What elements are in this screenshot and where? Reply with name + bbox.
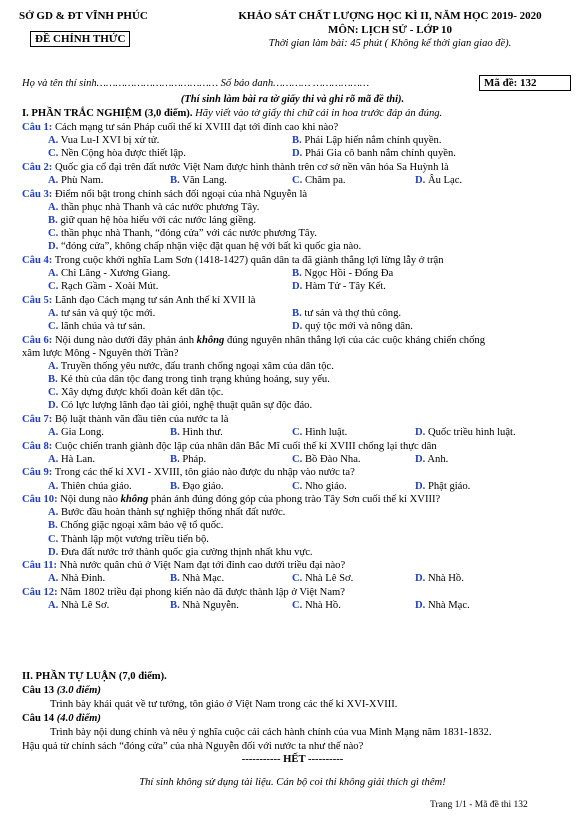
question-text: Cuộc chiến tranh giành độc lập của nhân dân Bắc Mĩ cuối thế kỉ XVIII chống lại thực dân [52, 440, 437, 452]
answer-option: D. Có lực lượng lãnh đạo tài giỏi, nghệ thuật quân sự độc đáo. [48, 400, 313, 412]
answer-option: C. Thành lập một vương triều tiến bộ. [48, 533, 209, 545]
answer-option: C. Nho giáo. [292, 480, 347, 492]
question-number: Câu 4: [22, 254, 53, 266]
subject: MÔN: LỊCH SỬ - LỚP 10 [328, 24, 452, 36]
answer-option: C. Nhà Lê Sơ. [292, 573, 354, 585]
question-text: Cách mạng tư sản Pháp cuối thế kỉ XVIII đạt tới đỉnh cao khi nào? [52, 122, 339, 133]
question-number: Câu 9: [22, 467, 53, 479]
answer-option: A. Nhà Lê Sơ. [48, 600, 110, 612]
answer-option: D. Nhà Hồ. [415, 573, 464, 585]
question-number: Câu 10: [22, 494, 58, 506]
question-text: phản ánh đúng đóng góp của phong trào Tây Sơn cuối thế kỉ XVIII? [148, 494, 441, 506]
question-text: Nội dung nào dưới đây phản ánh [52, 334, 197, 346]
question-number: Câu 8: [22, 440, 53, 452]
question-3 [22, 188, 307, 201]
answer-option: B. tư sản và thợ thủ công. [292, 307, 402, 319]
question-10 [22, 493, 440, 506]
answer-option: C. Chăm pa. [292, 175, 346, 186]
question-1 [22, 121, 338, 134]
name-line: Họ và tên thí sinh………………………………… Số báo danh………… ……………… [22, 78, 370, 89]
answer-option: A. Vua Lu-I XVI bị xử tử. [48, 135, 160, 147]
question-number: Câu 3: [22, 188, 53, 200]
question-text: Nhà nước quân chủ ở Việt Nam đạt tới đỉnh cao dưới triều đại nào? [57, 560, 346, 572]
question-text: Lãnh đạo Cách mạng tư sản Anh thế kỉ XVII là [52, 294, 256, 306]
question-text-cont: xâm lược Mông - Nguyên thời Trần? [22, 347, 179, 359]
question-8 [22, 440, 437, 453]
answer-option: C. lãnh chúa và tư sản. [48, 320, 146, 332]
q14-text-1: Trình bày nội dung chính và nêu ý nghĩa cuộc cải cách hành chính của vua Minh Mạng năm 1831-1832. [50, 727, 492, 738]
question-number: Câu 2: [22, 161, 53, 173]
answer-option: C. thần phục nhà Thanh, “đóng cửa” với các nước phương Tây. [48, 228, 317, 239]
footer-note: Thí sinh không sử dụng tài liệu. Cán bộ coi thi không giải thích gì thêm! [139, 777, 446, 788]
answer-option: D. “đóng cửa”, không chấp nhận việc đặt quan hệ với bất kì quốc gia nào. [48, 241, 362, 253]
answer-option: C. Bồ Đào Nha. [292, 453, 361, 465]
answer-option: B. Đạo giáo. [170, 480, 224, 492]
question-text: Bộ luật thành văn đầu tiên của nước ta là [52, 413, 229, 425]
question-number: Câu 1: [22, 122, 53, 133]
answer-option: A. Truyền thống yêu nước, đấu tranh chống ngoại xâm của dân tộc. [48, 360, 334, 372]
question-emphasis: không [196, 334, 225, 346]
answer-option: D. Phái Gia cô banh nắm chính quyền. [292, 148, 456, 160]
answer-option: A. tư sản và quý tộc mới. [48, 307, 156, 319]
question-number: Câu 6: [22, 334, 53, 346]
question-9 [22, 466, 355, 479]
q14-text-2: Hậu quả từ chính sách “đóng cửa” của nhà Nguyễn đối với nước ta như thế nào? [22, 741, 364, 752]
answer-option: D. Phật giáo. [415, 480, 471, 492]
answer-option: B. Nhà Mạc. [170, 573, 225, 585]
answer-option: A. Thiên chúa giáo. [48, 480, 132, 492]
question-text: Năm 1802 triều đại phong kiến nào đã được thành lập ở Việt Nam? [57, 587, 345, 599]
question-14 [22, 712, 101, 725]
answer-option: A. Gia Long. [48, 426, 104, 438]
answer-option: A. thần phục nhà Thanh và các nước phương Tây. [48, 201, 260, 213]
answer-option: B. Chống giặc ngoại xâm bảo vệ tổ quốc. [48, 520, 224, 532]
question-number: Câu 11: [22, 560, 58, 572]
exam-note: (Thí sinh làm bài ra tờ giấy thi và ghi rõ mã đề thi). [180, 94, 405, 105]
q14-score: (4.0 điểm) [54, 713, 101, 724]
answer-option: D. Hàm Tử - Tây Kết. [292, 281, 386, 292]
question-emphasis: không [120, 494, 149, 506]
question-11 [22, 559, 345, 572]
part1-title: I. PHẦN TRẮC NGHIỆM (3,0 điểm). [22, 108, 193, 119]
answer-option: B. giữ quan hệ hòa hiếu với các nước láng giềng. [48, 214, 257, 226]
question-6 [22, 334, 485, 347]
question-number: Câu 5: [22, 294, 53, 306]
question-12 [22, 586, 345, 599]
answer-option: B. Phái Lập hiến nắm chính quyền. [292, 135, 442, 147]
question-2 [22, 161, 449, 174]
answer-option: B. Văn Lang. [170, 175, 227, 186]
official-label: ĐỀ CHÍNH THỨC [30, 31, 130, 47]
q13-number: Câu 13 [22, 685, 55, 696]
answer-option: C. Rạch Gầm - Xoài Mút. [48, 281, 159, 292]
answer-option: D. Đưa đất nước trở thành quốc gia cường thịnh nhất khu vực. [48, 546, 313, 558]
page-number: Trang 1/1 - Mã đề thi 132 [430, 800, 528, 810]
q13-text: Trình bày khái quát về tư tưởng, tôn giáo ở Việt Nam trong các thế kỉ XVI-XVIII. [50, 699, 398, 710]
answer-option: D. Anh. [415, 453, 449, 465]
question-text: Quốc gia cổ đại trên đất nước Việt Nam được hình thành trên cơ sở nền văn hóa Sa Huỳnh là [52, 161, 449, 173]
end-marker: ----------- HẾT ---------- [241, 754, 344, 765]
answer-option: C. Xây dựng được khối đoàn kết dân tộc. [48, 387, 224, 398]
answer-option: B. Hình thư. [170, 426, 223, 438]
part2-title: II. PHẦN TỰ LUẬN (7,0 điểm). [22, 671, 167, 682]
answer-option: A. Nhà Đinh. [48, 573, 106, 585]
answer-option: A. Chi Lăng - Xương Giang. [48, 267, 171, 279]
department-name: SỞ GD & ĐT VĨNH PHÚC [19, 10, 148, 22]
answer-option: C. Hình luật. [292, 426, 348, 438]
question-text: Trong cuộc khởi nghĩa Lam Sơn (1418-1427) quân dân ta đã giành thắng lợi lừng lẫy ở trận [52, 254, 444, 266]
answer-option: A. Phù Nam. [48, 175, 104, 186]
question-number: Câu 7: [22, 413, 53, 425]
question-number: Câu 12: [22, 587, 58, 599]
answer-option: D. Quốc triều hình luật. [415, 426, 516, 438]
answer-option: D. quý tộc mới và nông dân. [292, 320, 413, 332]
answer-option: C. Nhà Hồ. [292, 600, 341, 612]
answer-option: B. Kẻ thù của dân tộc đang trong tình trạng khủng hoảng, suy yếu. [48, 373, 330, 385]
question-text: Điểm nổi bật trong chính sách đối ngoại của nhà Nguyễn là [52, 188, 308, 200]
question-13 [22, 684, 101, 697]
answer-option: A. Bước đầu hoàn thành sự nghiệp thống nhất đất nước. [48, 507, 286, 519]
q13-score: (3.0 điểm) [54, 685, 101, 696]
answer-option: B. Pháp. [170, 453, 207, 465]
exam-code: Mã đề: 132 [479, 75, 571, 91]
time-allowed: Thời gian làm bài: 45 phút ( Không kể thời gian giao đề). [268, 38, 512, 49]
question-4 [22, 254, 444, 267]
question-text: Trong các thế kỉ XVI - XVIII, tôn giáo nào được du nhập vào nước ta? [52, 467, 355, 479]
question-7 [22, 413, 228, 426]
part1-heading [22, 107, 442, 120]
answer-option: D. Âu Lạc. [415, 175, 463, 186]
part1-instruction: Hãy viết vào tờ giấy thi chữ cái in hoa trước đáp án đúng. [192, 108, 443, 119]
answer-option: A. Hà Lan. [48, 453, 96, 465]
question-text: đúng nguyên nhân thắng lợi của các cuộc kháng chiến chống [224, 334, 485, 346]
answer-option: B. Nhà Nguyễn. [170, 600, 239, 612]
q14-number: Câu 14 [22, 713, 55, 724]
answer-option: D. Nhà Mạc. [415, 600, 470, 612]
question-text: Nội dung nào [57, 494, 121, 506]
question-5 [22, 294, 255, 307]
answer-option: B. Ngọc Hồi - Đống Đa [292, 267, 394, 279]
exam-title: KHẢO SÁT CHẤT LƯỢNG HỌC KÌ II, NĂM HỌC 2019- 2020 [238, 10, 542, 22]
answer-option: C. Nền Cộng hòa được thiết lập. [48, 148, 186, 160]
